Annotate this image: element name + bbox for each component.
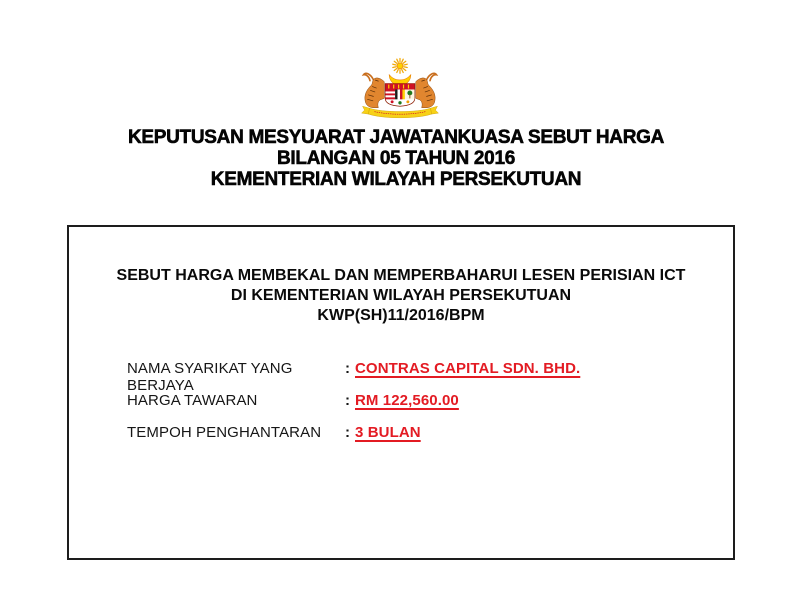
malaysia-coat-of-arms-icon xyxy=(350,57,450,121)
field-label: NAMA SYARIKAT YANG BERJAYA xyxy=(127,360,293,394)
federal-star-center xyxy=(397,63,403,69)
field-value-offer-price: RM 122,560.00 xyxy=(355,392,459,409)
notice-heading-line-1: SEBUT HARGA MEMBEKAL DAN MEMPERBAHARUI LESEN PERISIAN ICT xyxy=(116,267,686,284)
notice-heading xyxy=(69,266,733,326)
field-colon: : xyxy=(345,424,350,441)
shield xyxy=(385,84,415,107)
document-title xyxy=(0,127,792,190)
title-line-1: KEPUTUSAN MESYUARAT JAWATANKUASA SEBUT HARGA xyxy=(127,127,665,148)
award-fields xyxy=(127,360,687,456)
field-value-winning-company: CONTRAS CAPITAL SDN. BHD. xyxy=(355,360,581,377)
field-row-offer-price xyxy=(127,392,687,413)
motto-ribbon xyxy=(362,106,439,118)
field-row-winning-company xyxy=(127,360,687,394)
notice-heading-line-3: KWP(SH)11/2016/BPM xyxy=(317,307,485,324)
notice-heading-line-2: DI KEMENTERIAN WILAYAH PERSEKUTUAN xyxy=(230,287,572,304)
title-line-2: BILANGAN 05 TAHUN 2016 xyxy=(277,148,515,169)
field-label: TEMPOH PENGHANTARAN xyxy=(127,424,322,441)
field-value-delivery-period: 3 BULAN xyxy=(355,424,421,441)
field-row-delivery-period xyxy=(127,424,687,445)
field-colon: : xyxy=(345,360,350,377)
field-colon: : xyxy=(345,392,350,409)
notice-box xyxy=(67,225,735,560)
field-label: HARGA TAWARAN xyxy=(127,392,258,409)
title-line-3: KEMENTERIAN WILAYAH PERSEKUTUAN xyxy=(210,169,582,190)
coat-of-arms-svg xyxy=(350,57,450,121)
